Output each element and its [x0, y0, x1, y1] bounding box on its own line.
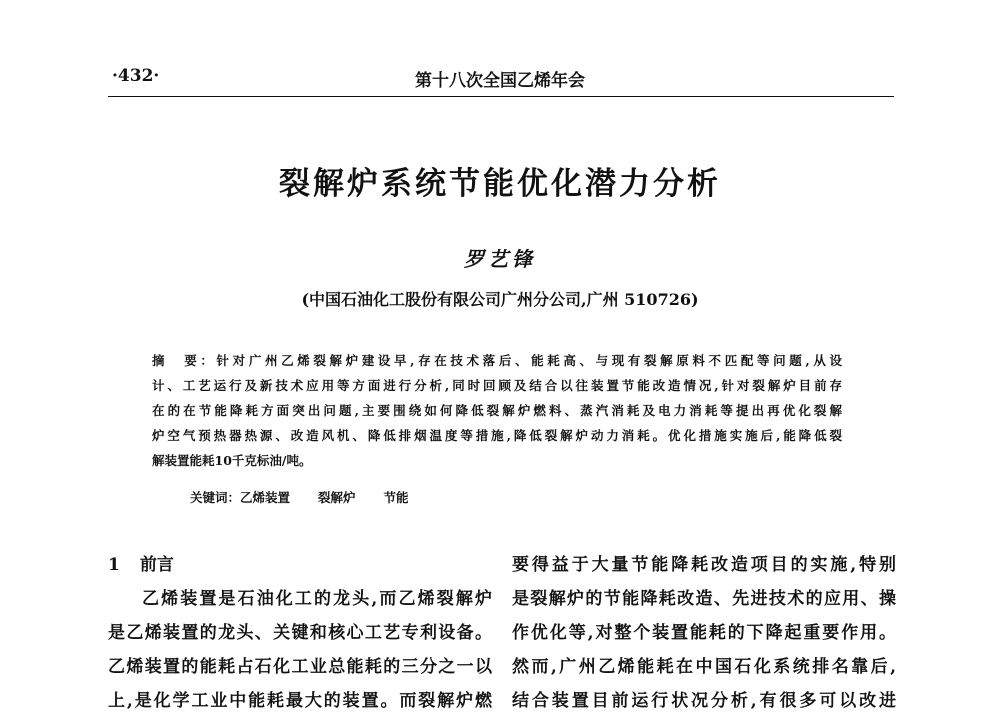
section-heading — [108, 548, 492, 582]
abstract-line: 炉空气预热器热源、改造风机、降低排烟温度等措施,降低裂解炉动力消耗。优化措施实施后,能降低裂 — [152, 428, 842, 443]
section-title: 前言 — [139, 555, 174, 575]
keywords-label: 关键词： — [190, 490, 241, 505]
abstract — [152, 348, 842, 473]
body-line: 要得益于大量节能降耗改造项目的实施,特别 — [512, 555, 896, 575]
page-number: ·432· — [112, 66, 160, 86]
body-line: 是乙烯装置的龙头、关键和核心工艺专利设备。 — [108, 623, 492, 643]
abstract-label: 摘 要： — [152, 353, 217, 368]
abstract-line: 解装置能耗10千克标油/吨。 — [152, 453, 312, 468]
author-name: 罗艺锋 — [464, 247, 536, 271]
body-line: 结合装置目前运行状况分析,有很多可以改进 — [512, 691, 896, 711]
keyword-item: 乙烯装置 — [240, 490, 291, 505]
keywords — [190, 488, 437, 506]
header-divider — [108, 96, 894, 97]
paper-title: 裂解炉系统节能优化潜力分析 — [279, 166, 721, 202]
body-line: 然而,广州乙烯能耗在中国石化系统排名靠后, — [512, 657, 896, 677]
body-column-left — [108, 548, 492, 718]
abstract-line: 计、工艺运行及新技术应用等方面进行分析,同时回顾及结合以往装置节能改造情况,针对裂解炉目前存 — [152, 378, 842, 393]
body-line: 乙烯装置是石油化工的龙头,而乙烯裂解炉 — [142, 589, 492, 609]
keyword-item: 节能 — [383, 490, 409, 505]
abstract-line: 在的在节能降耗方面突出问题,主要围绕如何降低裂解炉燃料、蒸汽消耗及电力消耗等提出再优化裂解 — [152, 403, 842, 418]
section-number: 1 — [108, 555, 120, 575]
body-line: 作优化等,对整个装置能耗的下降起重要作用。 — [512, 623, 896, 643]
author-affiliation: (中国石油化工股份有限公司广州分公司,广州 510726) — [301, 290, 699, 309]
running-header-conference: 第十八次全国乙烯年会 — [415, 71, 585, 91]
body-line: 上,是化学工业中能耗最大的装置。而裂解炉燃 — [108, 691, 492, 711]
abstract-line: 摘 要：针对广州乙烯裂解炉建设早,存在技术落后、能耗高、与现有裂解原料不匹配等问题,从设 — [152, 353, 842, 368]
body-line: 是裂解炉的节能降耗改造、先进技术的应用、操 — [512, 589, 896, 609]
body-line: 乙烯装置的能耗占石化工业总能耗的三分之一以 — [108, 657, 492, 677]
keyword-item: 裂解炉 — [318, 490, 356, 505]
body-column-right — [512, 548, 896, 718]
